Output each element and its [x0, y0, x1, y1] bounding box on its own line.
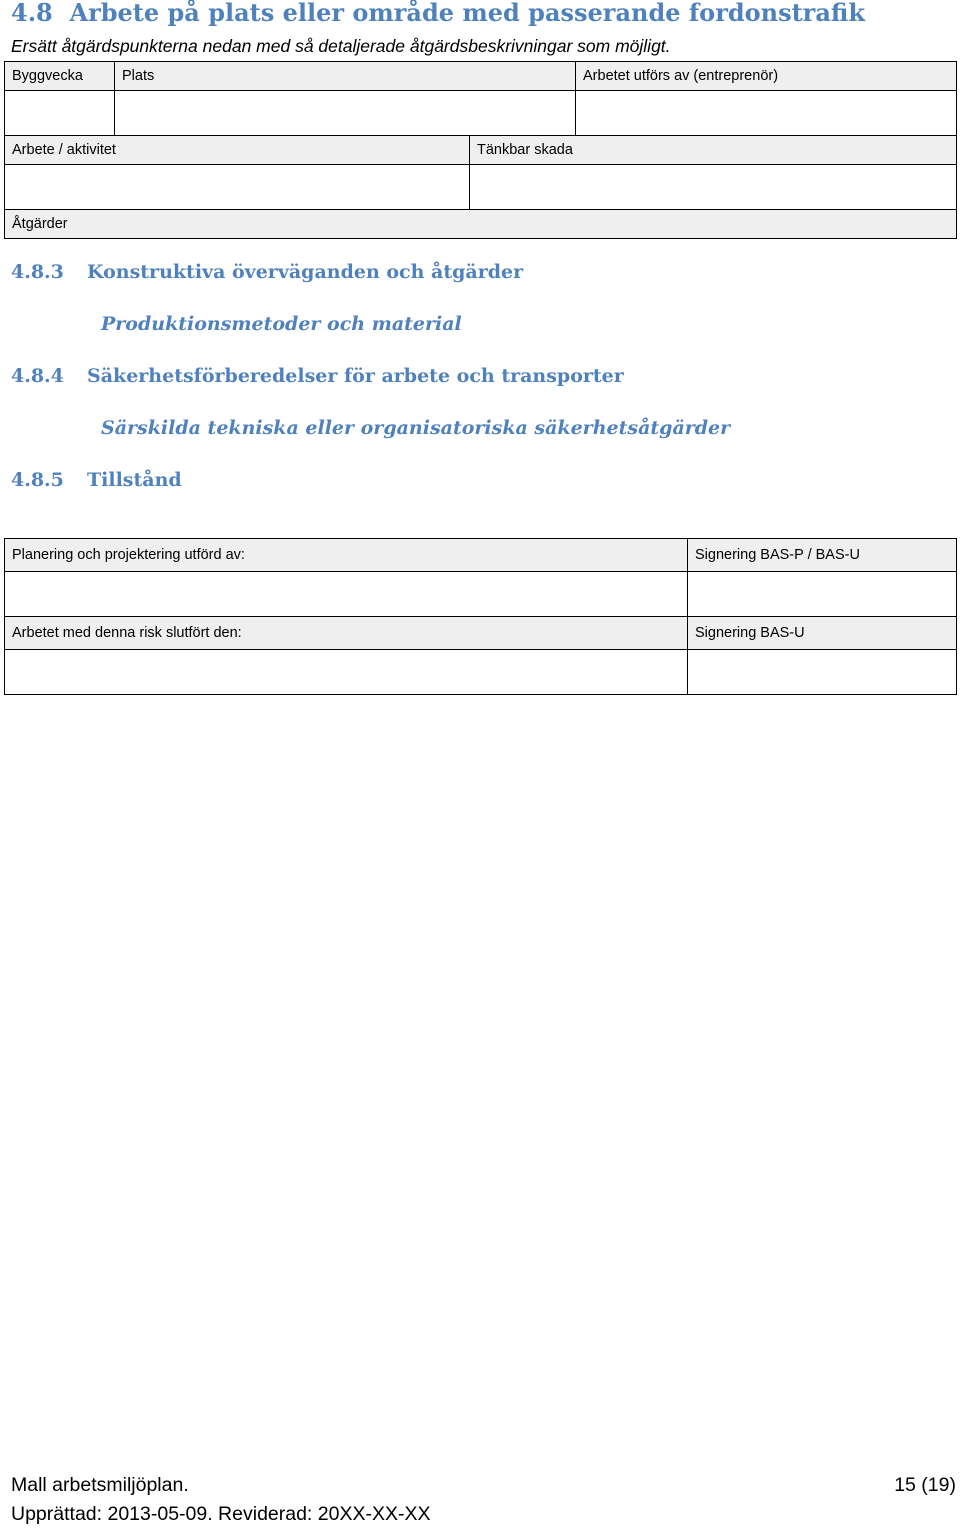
footer-doc-name: Mall arbetsmiljöplan. — [11, 1474, 189, 1496]
byggvecka-input-cell[interactable] — [4, 90, 115, 136]
section-4-8-4-heading: 4.8.4 Säkerhetsförberedelser för arbete och transporter — [11, 365, 624, 387]
signering-bas-u-input-cell[interactable] — [687, 649, 957, 695]
tankbar-skada-label-cell: Tänkbar skada — [469, 135, 957, 165]
section-4-8-3-subheading: Produktionsmetoder och material — [101, 313, 462, 335]
signering-bas-u-label-cell: Signering BAS-U — [687, 616, 957, 650]
footer-page-number: 15 (19) — [894, 1474, 956, 1496]
section-title: Arbete på plats eller område med passerande fordonstrafik — [69, 0, 865, 27]
arbete-aktivitet-input-cell[interactable] — [4, 164, 470, 210]
signering-bas-p-u-label-cell: Signering BAS-P / BAS-U — [687, 538, 957, 572]
section-number: 4.8 — [11, 0, 53, 27]
slutfort-label-cell: Arbetet med denna risk slutfört den: — [4, 616, 688, 650]
section-heading — [11, 0, 865, 27]
planering-input-cell[interactable] — [4, 571, 688, 617]
tankbar-skada-input-cell[interactable] — [469, 164, 957, 210]
intro-text: Ersätt åtgärdspunkterna nedan med så detaljerade åtgärdsbeskrivningar som möjligt. — [11, 36, 671, 56]
atgarder-label-cell: Åtgärder — [4, 209, 957, 239]
arbete-aktivitet-label-cell: Arbete / aktivitet — [4, 135, 470, 165]
section-4-8-4-subheading: Särskilda tekniska eller organisatoriska säkerhetsåtgärder — [101, 417, 731, 439]
plats-label-cell: Plats — [114, 61, 576, 91]
section-4-8-3-heading: 4.8.3 Konstruktiva överväganden och åtgärder — [11, 261, 524, 283]
signering-bas-p-u-input-cell[interactable] — [687, 571, 957, 617]
planering-label-cell: Planering och projektering utförd av: — [4, 538, 688, 572]
entreprenor-input-cell[interactable] — [575, 90, 957, 136]
plats-input-cell[interactable] — [114, 90, 576, 136]
slutfort-input-cell[interactable] — [4, 649, 688, 695]
entreprenor-label-cell: Arbetet utförs av (entreprenör) — [575, 61, 957, 91]
byggvecka-label-cell: Byggvecka — [4, 61, 115, 91]
footer-dates: Upprättad: 2013-05-09. Reviderad: 20XX-XX-XX — [11, 1503, 431, 1525]
section-4-8-5-heading: 4.8.5 Tillstånd — [11, 469, 182, 491]
